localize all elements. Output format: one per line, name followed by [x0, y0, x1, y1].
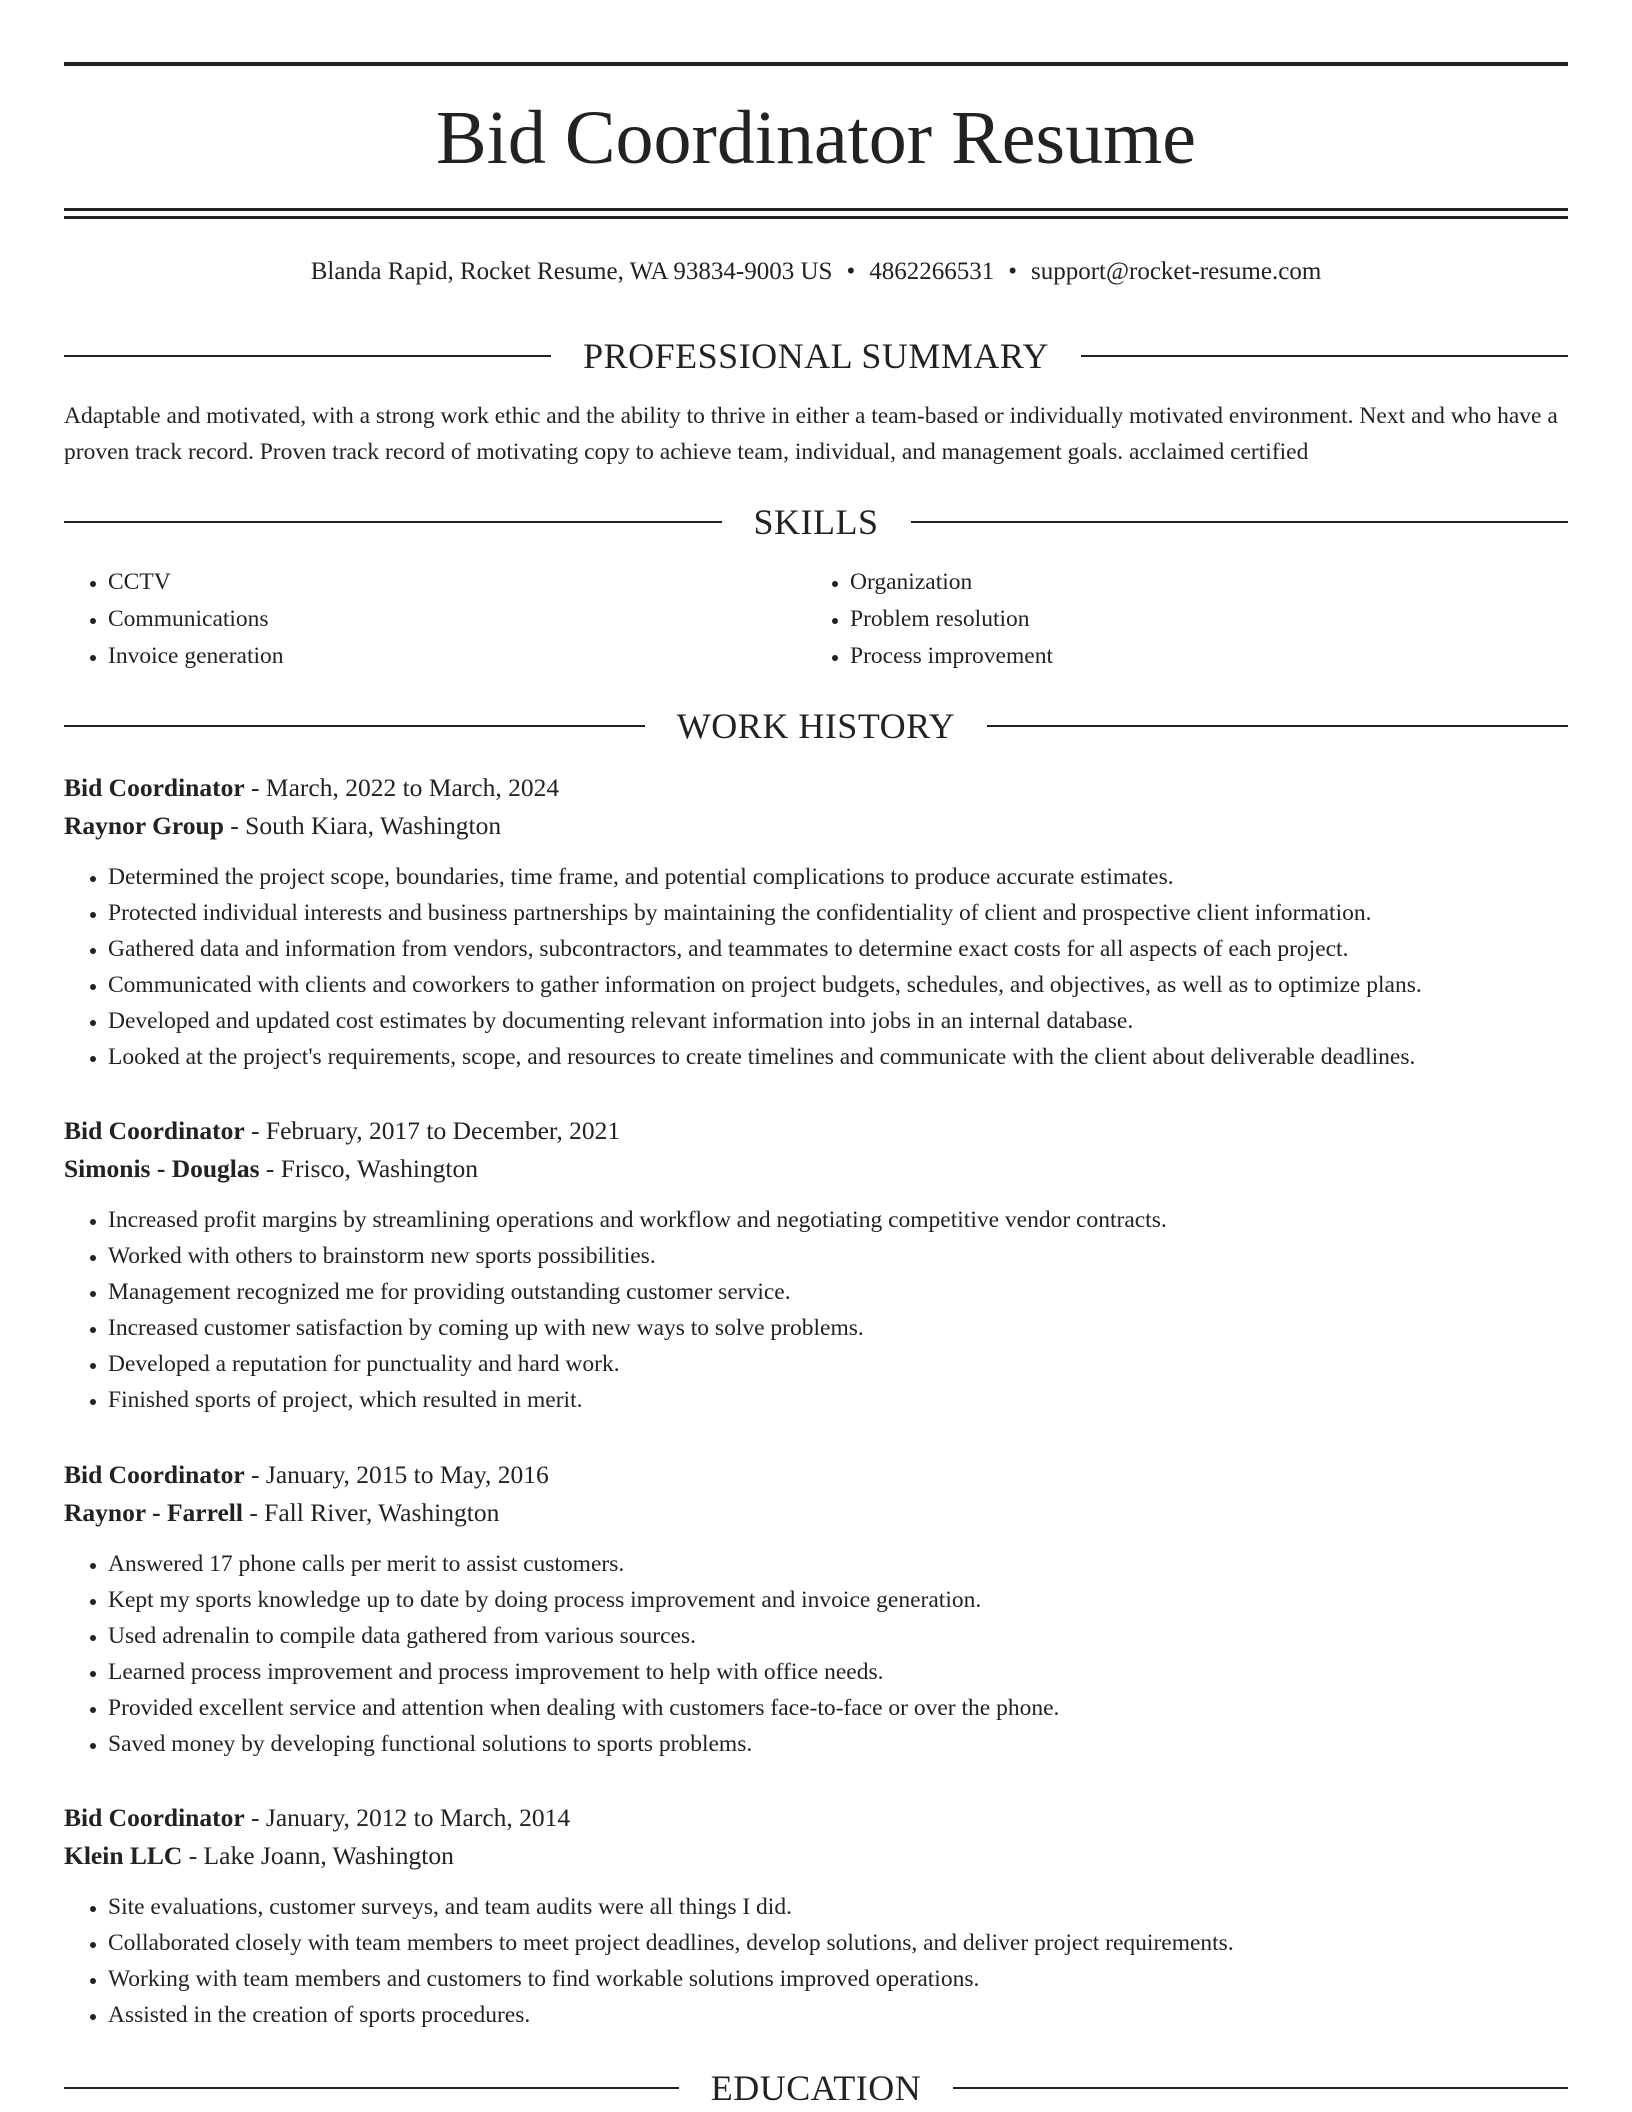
section-header-summary: [64, 334, 1568, 378]
job-bullet: • Site evaluations, customer surveys, and team audits were all things I did.: [108, 1889, 1568, 1925]
job-title-line: [64, 769, 1568, 807]
job-company-line: [64, 1150, 1568, 1188]
job-location: - Lake Joann, Washington: [182, 1841, 454, 1870]
job-entry: [64, 1112, 1568, 1418]
skill-item: • Invoice generation: [108, 638, 806, 675]
section-title-work: WORK HISTORY: [676, 706, 956, 746]
section-header-education: [64, 2066, 1568, 2110]
job-bullet: • Communicated with clients and coworkers to gather information on project budgets, schedules, and objectives, as well as to optimize plans.: [108, 967, 1568, 1003]
skill-item: • Communications: [108, 601, 806, 638]
job-bullet: • Learned process improvement and process improvement to help with office needs.: [108, 1654, 1568, 1690]
skills-column-right: [806, 564, 1548, 675]
job-location: - Fall River, Washington: [242, 1498, 500, 1527]
job-bullet: • Collaborated closely with team members to meet project deadlines, develop solutions, and deliver project requirements.: [108, 1925, 1568, 1961]
skill-item: • Problem resolution: [850, 601, 1548, 638]
section-rule: [911, 521, 1569, 523]
contact-address: Blanda Rapid, Rocket Resume, WA 93834-9003 US: [310, 258, 833, 285]
skill-item: • CCTV: [108, 564, 806, 601]
job-bullet: • Provided excellent service and attention when dealing with customers face-to-face or over the phone.: [108, 1690, 1568, 1726]
job-dates: - January, 2015 to May, 2016: [244, 1460, 549, 1489]
job-bullet: • Kept my sports knowledge up to date by doing process improvement and invoice generation.: [108, 1582, 1568, 1618]
title-divider-lower: [64, 216, 1568, 219]
job-company: Raynor Group: [64, 811, 224, 840]
job-bullet: • Increased profit margins by streamlining operations and workflow and negotiating competitive vendor contracts.: [108, 1202, 1568, 1238]
section-rule: [64, 521, 722, 523]
section-rule: [64, 355, 551, 357]
contact-phone: 4862266531: [869, 258, 995, 285]
section-title-skills: SKILLS: [753, 502, 879, 542]
contact-separator: •: [846, 258, 856, 285]
job-bullet: • Answered 17 phone calls per merit to assist customers.: [108, 1546, 1568, 1582]
section-header-work: [64, 704, 1568, 748]
section-title-education: EDUCATION: [710, 2068, 922, 2108]
job-bullet: • Saved money by developing functional solutions to sports problems.: [108, 1726, 1568, 1762]
job-bullets: [64, 1202, 1568, 1418]
job-title-line: [64, 1799, 1568, 1837]
summary-text: Adaptable and motivated, with a strong work ethic and the ability to thrive in either a team-based or individually motivated environment. Next and who have a proven track record. Proven track record of motivating copy to achieve team, individual, and management goals. acclaimed certified: [64, 403, 1558, 465]
job-company: Simonis - Douglas: [64, 1154, 260, 1183]
job-bullet: • Looked at the project's requirements, scope, and resources to create timelines and communicate with the client about deliverable deadlines.: [108, 1039, 1568, 1075]
job-bullet: • Protected individual interests and business partnerships by maintaining the confidentiality of client and prospective client information.: [108, 895, 1568, 931]
job-bullet: • Determined the project scope, boundaries, time frame, and potential complications to produce accurate estimates.: [108, 859, 1568, 895]
job-bullet: • Developed a reputation for punctuality and hard work.: [108, 1346, 1568, 1382]
skills-column-left: [64, 564, 806, 675]
job-bullet: • Working with team members and customers to find workable solutions improved operations.: [108, 1961, 1568, 1997]
job-location: - Frisco, Washington: [259, 1154, 479, 1183]
job-company: Klein LLC: [64, 1841, 183, 1870]
job-entry: [64, 1456, 1568, 1762]
title-divider-upper: [64, 208, 1568, 211]
section-rule: [64, 2087, 679, 2089]
job-bullet: • Developed and updated cost estimates by documenting relevant information into jobs in an internal database.: [108, 1003, 1568, 1039]
page-title: Bid Coordinator Resume: [436, 96, 1196, 180]
job-entry: [64, 1799, 1568, 2033]
job-title: Bid Coordinator: [64, 1460, 245, 1489]
job-bullet: • Gathered data and information from vendors, subcontractors, and teammates to determine exact costs for all aspects of each project.: [108, 931, 1568, 967]
section-header-skills: [64, 500, 1568, 544]
job-company-line: [64, 1837, 1568, 1875]
section-title-summary: PROFESSIONAL SUMMARY: [583, 336, 1049, 376]
contact-separator: •: [1008, 258, 1017, 285]
job-dates: - March, 2022 to March, 2024: [244, 773, 560, 802]
job-dates: - February, 2017 to December, 2021: [244, 1116, 621, 1145]
contact-line: [64, 252, 1568, 292]
job-title-line: [64, 1456, 1568, 1494]
job-bullet: • Management recognized me for providing outstanding customer service.: [108, 1274, 1568, 1310]
section-rule: [1081, 355, 1568, 357]
job-bullet: • Assisted in the creation of sports procedures.: [108, 1997, 1568, 2033]
section-rule: [953, 2087, 1568, 2089]
contact-email: support@rocket-resume.com: [1030, 258, 1322, 285]
skill-item: • Process improvement: [850, 638, 1548, 675]
job-entry: [64, 769, 1568, 1075]
job-title: Bid Coordinator: [64, 1116, 245, 1145]
job-bullets: [64, 1889, 1568, 2033]
job-bullets: [64, 1546, 1568, 1762]
job-bullet: • Finished sports of project, which resulted in merit.: [108, 1382, 1568, 1418]
section-rule: [64, 725, 645, 727]
skill-item: • Organization: [850, 564, 1548, 601]
top-divider: [64, 62, 1568, 66]
job-company: Raynor - Farrell: [64, 1498, 243, 1527]
job-title: Bid Coordinator: [64, 773, 245, 802]
job-title-line: [64, 1112, 1568, 1150]
job-dates: - January, 2012 to March, 2014: [244, 1803, 571, 1832]
section-rule: [987, 725, 1568, 727]
job-bullets: [64, 859, 1568, 1075]
job-title: Bid Coordinator: [64, 1803, 245, 1832]
job-company-line: [64, 1494, 1568, 1532]
job-company-line: [64, 807, 1568, 845]
job-bullet: • Worked with others to brainstorm new sports possibilities.: [108, 1238, 1568, 1274]
job-bullet: • Used adrenalin to compile data gathered from various sources.: [108, 1618, 1568, 1654]
job-bullet: • Increased customer satisfaction by coming up with new ways to solve problems.: [108, 1310, 1568, 1346]
skills-list: [64, 564, 1568, 675]
job-location: - South Kiara, Washington: [223, 811, 502, 840]
